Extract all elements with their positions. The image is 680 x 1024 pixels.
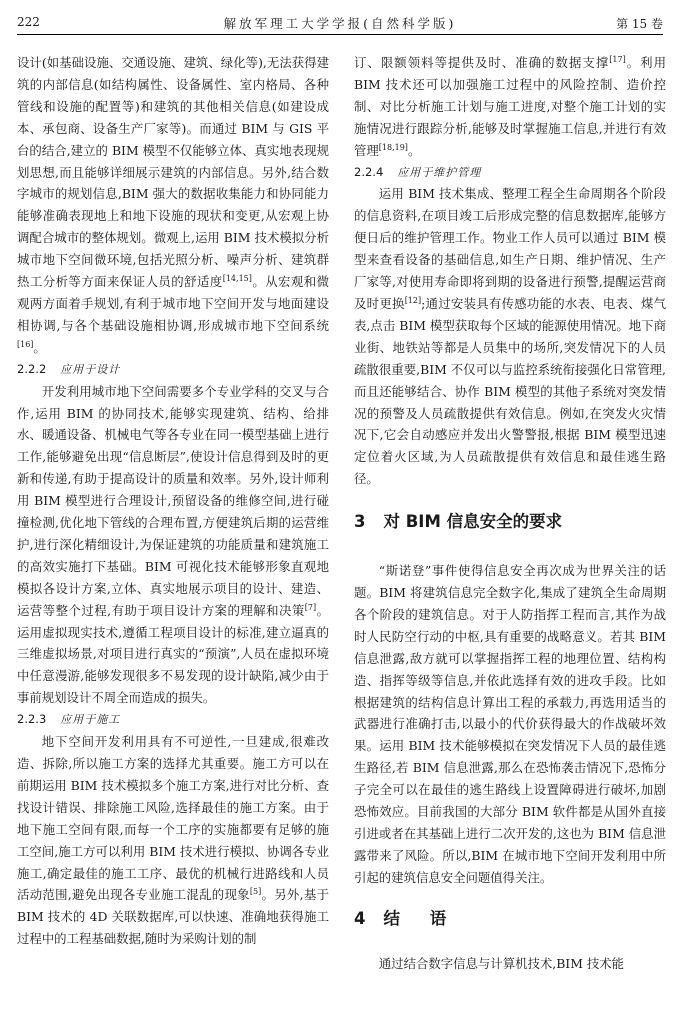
citation: [14,15] [222,274,252,284]
citation: [12] [404,295,422,305]
citation: [17] [609,55,626,64]
journal-title: 解放军理工大学学报(自然科学版) [223,16,457,31]
subsection-heading-2-2-3: 2.2.3 应用于施工 [17,712,121,727]
citation: [18,19] [378,142,408,152]
paragraph-design: 开发利用城市地下空间需要多个专业学科的交叉与合作,运用 BIM 的协同技术,能够实现建筑、结构、给排水、暖通设备、机械电气等各专业在同一模型基础上进行工作,能够避免出现“信息断层”,使设计信息得到及时的更新和传递,有助于提高设计的质量和效率。另外,设计师利用 BIM 模型进行合理设计,预留设备的维修空间,进行碰撞检测,优化地下管线的合理布置,方便建筑后期的运营维护,进行深化精细设计,为保证建筑的功能质量和建筑施工的高效实施打下基础。BIM 可视化技术能够形象直观地模拟各设计方案,立体、真实地展示项目的设计、建造、运营等整个过程,有助于项目设计方案的理解和决策[7]。运用虚拟现实技术,遵循工程项目设计的标准,建立逼真的三维虚拟场景,对项目进行真实的“预演”,人员在虚拟环境中任意漫游,能够发现很多不易发现的设计缺陷,减少由于事前规划设计不周全而造成的损失。 [17,383,329,706]
paragraph-security: “斯诺登”事件使得信息安全再次成为世界关注的话题。BIM 将建筑信息完全数字化,集成了建筑全生命周期各个阶段的建筑信息。对于人防指挥工程而言,其作为战时人民防空行动的中枢,具有重要的战略意义。若其 BIM 信息泄露,敌方就可以掌握指挥工程的地理位置、结构构造、指挥等级等信息,并依此选择有效的进攻手段。比如根据建筑的结构信息计算出工程的承载力,再选用适当的武器进行准确打击,以最小的代价获得最大的作战破坏效果。运用 BIM 技术能够模拟在突发情况下人员的最佳逃生路径,若 BIM 信息泄露,那么在恐怖袭击情况下,恐怖分子完全可以在最佳的逃生路线上设置障碍进行破坏,加剧恐怖效应。目前我国的大部分 BIM 软件都是从国外直接引进或者在其基础上进行二次开发的,这也为 BIM 信息泄露带来了风险。所以,BIM 在城市地下空间开发利用中所引起的建筑信息安全问题值得关注。 [354,563,666,885]
paragraph-conclusion: 通过结合数字信息与计算机技术,BIM 技术能 [378,955,625,971]
citation: [5] [249,887,262,897]
citation: [7] [304,602,317,612]
volume-label: 第 15 卷 [616,17,663,31]
paragraph-maintenance: 运用 BIM 技术集成、整理工程全生命周期各个阶段的信息资料,在项目竣工后形成完整的信息数据库,能够方便日后的维护管理工作。物业工作人员可以通过 BIM 模型来查看设备的基础信息,如生产日期、维护情况、生产厂家等,对使用寿命即将到期的设备进行预警,提醒运营商及时更换[12];通过安装具有传感功能的水表、电表、煤气表,点击 BIM 模型获取每个区域的能源使用情况。地下商业街、地铁站等都是人员集中的场所,突发情况下的人员疏散很重要,BIM 不仅可以与监控系统衔接强化日常管理,而且还能够结合、协作 BIM 模型的其他子系统对突发情况的预警及人员疏散提供有效信息。例如,在突发火灾情况下,它会自动感应并发出火警警报,根据 BIM 模型迅速定位着火区域,为人员疏散提供有效信息和最佳逃生路径。 [354,186,666,487]
page-header [17,12,663,35]
subsection-heading-2-2-4: 2.2.4 应用于维护管理 [354,164,482,179]
section-heading-3: 3 对 BIM 信息安全的要求 [354,512,563,532]
right-column [354,52,666,975]
page-number: 222 [17,15,40,29]
section-heading-4: 4 结 语 [354,908,459,928]
paragraph-construction: 地下空间开发利用具有不可逆性,一旦建成,很难改造、拆除,所以施工方案的选择尤其重要。施工方可以在前期运用 BIM 技术模拟多个施工方案,进行对比分析、查找设计错误、排除施工风险,选择最佳的施工方案。由于地下施工空间有限,而每一个工序的实施都要有足够的施工空间,施工方可以利用 BIM 技术进行模拟、协调各专业施工,确定最佳的施工工序、最优的机械行进路线和人员活动范围,避免出现各专业施工混乱的现象[5]。另外,基于 BIM 技术的 4D 关联数据库,可以快速、准确地获得施工过程中的工程基础数据,随时为采购计划的制 [17,734,329,947]
subsection-heading-2-2-2: 2.2.2 应用于设计 [17,361,121,376]
paragraph-planning-cont: 设计(如基础设施、交通设施、建筑、绿化等),无法获得建筑的内部信息(如结构属性、设备属性、室内格局、各种管线和设施的配置等)和建筑的其他相关信息(如建设成本、承包商、设备生产厂家等)。而通过 BIM 与 GIS 平台的结合,建立的 BIM 模型不仅能够立体、真实地表现规划思想,而且能够详细展示建筑的内部信息。另外,结合数字城市的规划信息,BIM 强大的数据收集能力和协同能力能够准确表现地上和地下设施的现状和变更,从宏观上协调配合城市的整体规划。微观上,运用 BIM 技术模拟分析城市地下空间微环境,包括光照分析、噪声分析、建筑群热工分析等方面来保证人员的舒适度[14,15]。从宏观和微观两方面着手规划,有利于城市地下空间开发与地面建设相协调,与各个基础设施相协调,形成城市地下空间系统[16]。 [17,55,330,355]
left-column [17,52,329,950]
citation: [16] [17,339,34,349]
paragraph-construction-cont: 订、限额领料等提供及时、准确的数据支撑[17]。利用 BIM 技术还可以加强施工过程中的风险控制、造价控制、对比分析施工计划与施工进度,对整个施工计划的实施情况进行跟踪分析,能够及时掌握施工信息,并进行有效管理[18,19]。 [354,55,667,158]
